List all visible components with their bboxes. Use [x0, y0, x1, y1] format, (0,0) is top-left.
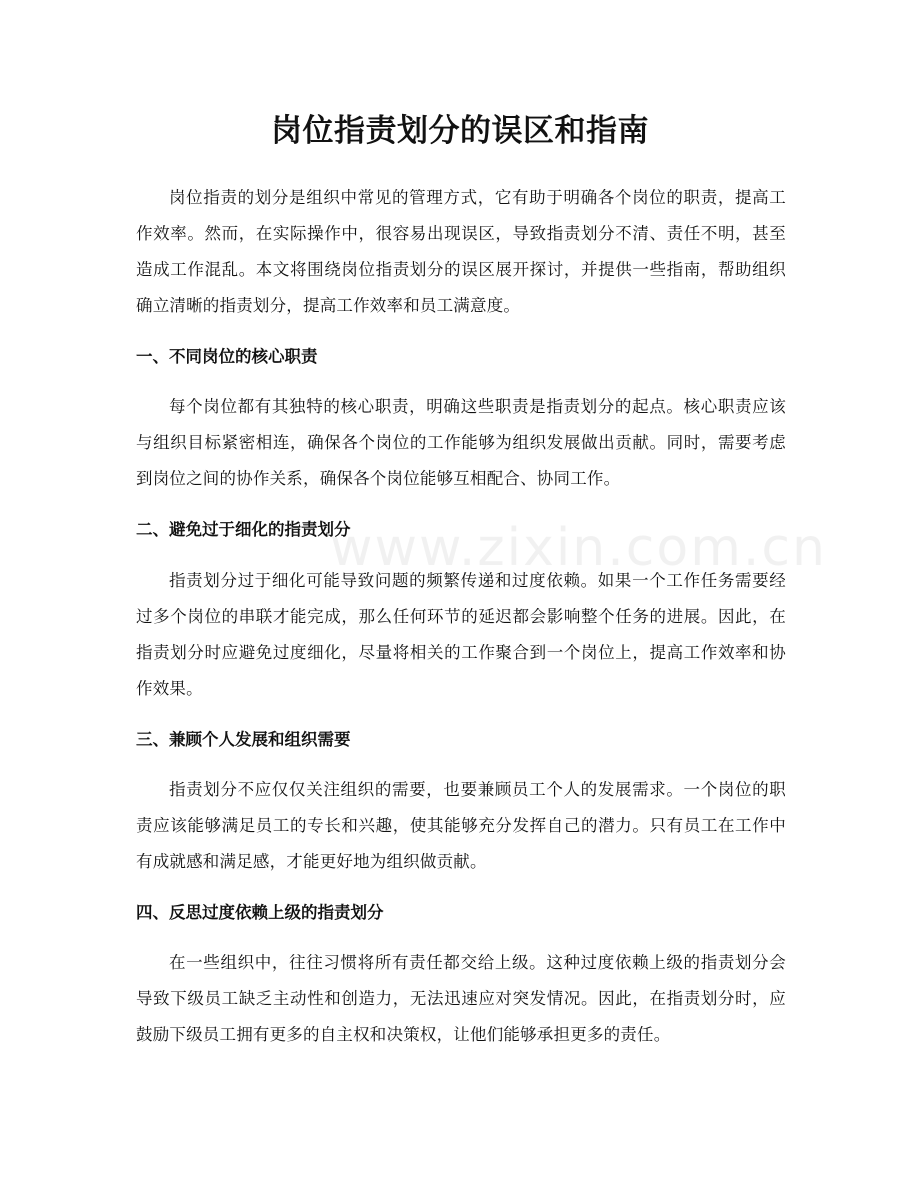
watermark-text: www.zixin.com.cn — [330, 518, 827, 578]
section-heading-3: 三、兼顾个人发展和组织需要 — [136, 730, 351, 749]
section-heading-2: 二、避免过于细化的指责划分 — [136, 520, 351, 539]
section-heading-4: 四、反思过度依赖上级的指责划分 — [136, 903, 384, 922]
intro-paragraph: 岗位指责的划分是组织中常见的管理方式，它有助于明确各个岗位的职责，提高工作效率。然而，在实际操作中，很容易出现误区，导致指责划分不清、责任不明，甚至造成工作混乱。本文将围绕岗位指责划分的误区展开探讨，并提供一些指南，帮助组织确立清晰的指责划分，提高工作效率和员工满意度。 — [136, 188, 786, 315]
section-body-3: 指责划分不应仅仅关注组织的需要，也要兼顾员工个人的发展需求。一个岗位的职责应该能够满足员工的专长和兴趣，使其能够充分发挥自己的潜力。只有员工在工作中有成就感和满足感，才能更好地为组织做贡献。 — [136, 780, 786, 871]
section-heading-1: 一、不同岗位的核心职责 — [136, 347, 318, 366]
document-title: 岗位指责划分的误区和指南 — [271, 113, 649, 149]
section-body-2: 指责划分过于细化可能导致问题的频繁传递和过度依赖。如果一个工作任务需要经过多个岗位的串联才能完成，那么任何环节的延迟都会影响整个任务的进展。因此，在指责划分时应避免过度细化，尽量将相关的工作聚合到一个岗位上，提高工作效率和协作效果。 — [136, 571, 786, 698]
section-body-1: 每个岗位都有其独特的核心职责，明确这些职责是指责划分的起点。核心职责应该与组织目标紧密相连，确保各个岗位的工作能够为组织发展做出贡献。同时，需要考虑到岗位之间的协作关系，确保各个岗位能够互相配合、协同工作。 — [136, 397, 786, 488]
section-body-4: 在一些组织中，往往习惯将所有责任都交给上级。这种过度依赖上级的指责划分会导致下级员工缺乏主动性和创造力，无法迅速应对突发情况。因此，在指责划分时，应鼓励下级员工拥有更多的自主权和决策权，让他们能够承担更多的责任。 — [136, 953, 786, 1044]
